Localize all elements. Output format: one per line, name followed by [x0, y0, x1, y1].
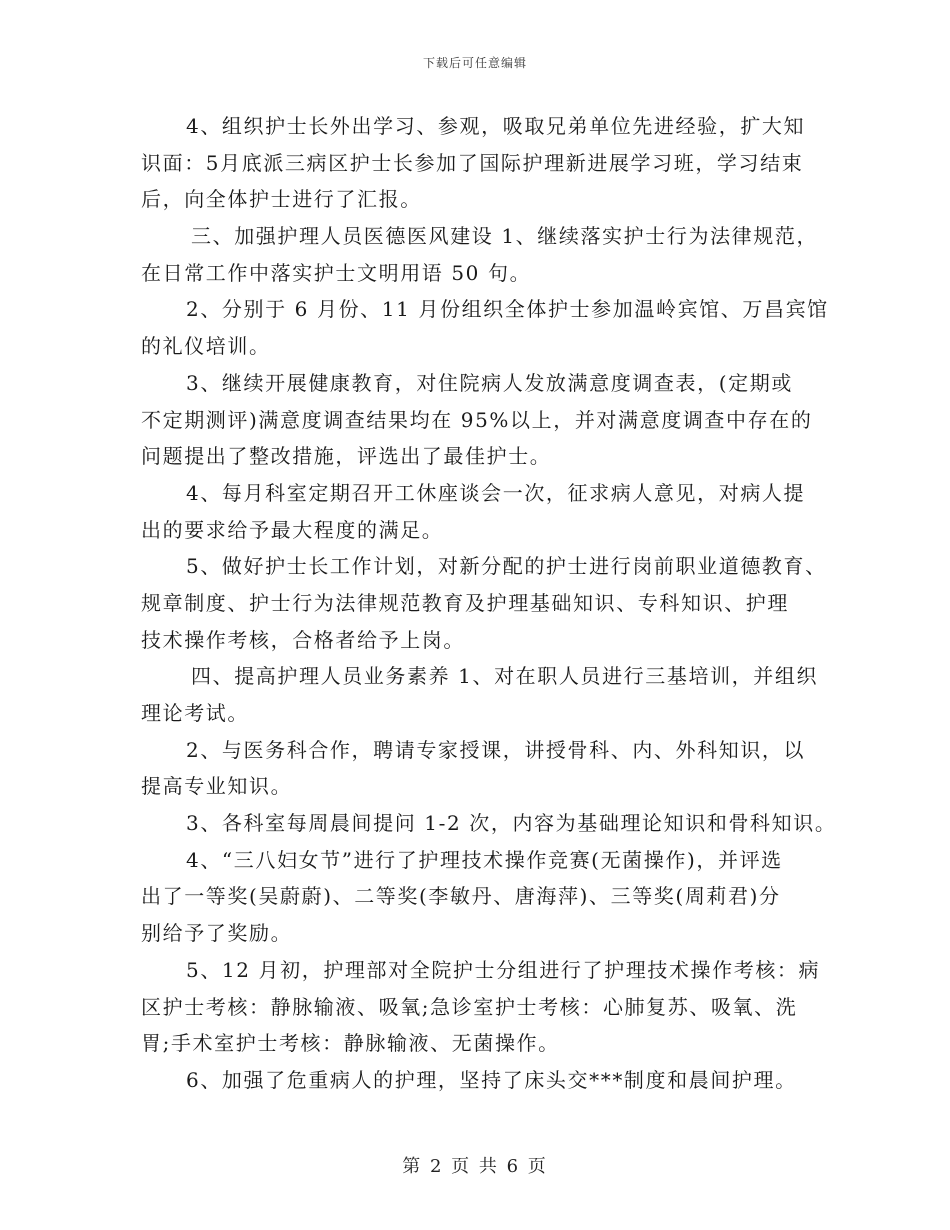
paragraph-line: 2、分别于 6 月份、11 月份组织全体护士参加温岭宾馆、万昌宾馆 — [186, 297, 829, 322]
paragraph-line: 的礼仪培训。 — [141, 334, 271, 359]
paragraph-line: 提高专业知识。 — [141, 774, 293, 799]
paragraph-line: 3、各科室每周晨间提问 1-2 次，内容为基础理论知识和骨科知识。 — [186, 811, 837, 836]
paragraph-line: 识面：5月底派三病区护士长参加了国际护理新进展学习班，学习结束 — [141, 150, 804, 175]
paragraph-line: 区护士考核：静脉输液、吸氧;急诊室护士考核：心肺复苏、吸氧、洗 — [141, 994, 798, 1019]
paragraph-line: 别给予了奖励。 — [141, 921, 293, 946]
paragraph-line: 4、组织护士长外出学习、参观，吸取兄弟单位先进经验，扩大知 — [186, 114, 806, 138]
paragraph-line: 胃;手术室护士考核：静脉输液、无菌操作。 — [141, 1031, 560, 1056]
page-header: 下载后可任意编辑 — [422, 56, 527, 70]
paragraph-line: 问题提出了整改措施，评选出了最佳护士。 — [141, 444, 552, 469]
paragraph-line: 2、与医务科合作，聘请专家授课，讲授骨科、内、外科知识，以 — [186, 737, 806, 762]
paragraph-line: 在日常工作中落实护士文明用语 50 句。 — [141, 260, 532, 285]
paragraph-line: 3、继续开展健康教育，对住院病人发放满意度调查表，(定期或 — [186, 370, 793, 395]
paragraph-line: 技术操作考核，合格者给予上岗。 — [141, 627, 465, 652]
paragraph-line: 出的要求给予最大程度的满足。 — [141, 517, 444, 542]
paragraph-line: 规章制度、护士行为法律规范教育及护理基础知识、专科知识、护理 — [141, 590, 789, 615]
paragraph-line: 不定期测评)满意度调查结果均在 95%以上，并对满意度调查中存在的 — [141, 407, 813, 432]
paragraph-line: 理论考试。 — [141, 701, 249, 725]
section-heading-line: 四、提高护理人员业务素养 1、对在职人员进行三基培训，并组织 — [191, 664, 819, 689]
section-heading-line: 三、加强护理人员医德医风建设 1、继续落实护士行为法律规范， — [191, 224, 819, 249]
paragraph-line: 出了一等奖(吴蔚蔚)、二等奖(李敏丹、唐海萍)、三等奖(周莉君)分 — [141, 884, 781, 909]
document-body — [141, 108, 837, 1099]
page-number: 第 2 页 共 6 页 — [402, 1156, 548, 1177]
paragraph-line: 4、每月科室定期召开工休座谈会一次，征求病人意见，对病人提 — [186, 480, 806, 505]
paragraph-line: 5、12 月初，护理部对全院护士分组进行了护理技术操作考核：病 — [186, 957, 821, 982]
paragraph-line: 5、做好护士长工作计划，对新分配的护士进行岗前职业道德教育、 — [186, 554, 827, 579]
paragraph-line: 后，向全体护士进行了汇报。 — [141, 187, 422, 212]
paragraph-line: 6、加强了危重病人的护理，坚持了床头交***制度和晨间护理。 — [186, 1067, 797, 1092]
paragraph-line: 4、“三八妇女节”进行了护理技术操作竞赛(无菌操作)，并评选 — [186, 847, 783, 872]
